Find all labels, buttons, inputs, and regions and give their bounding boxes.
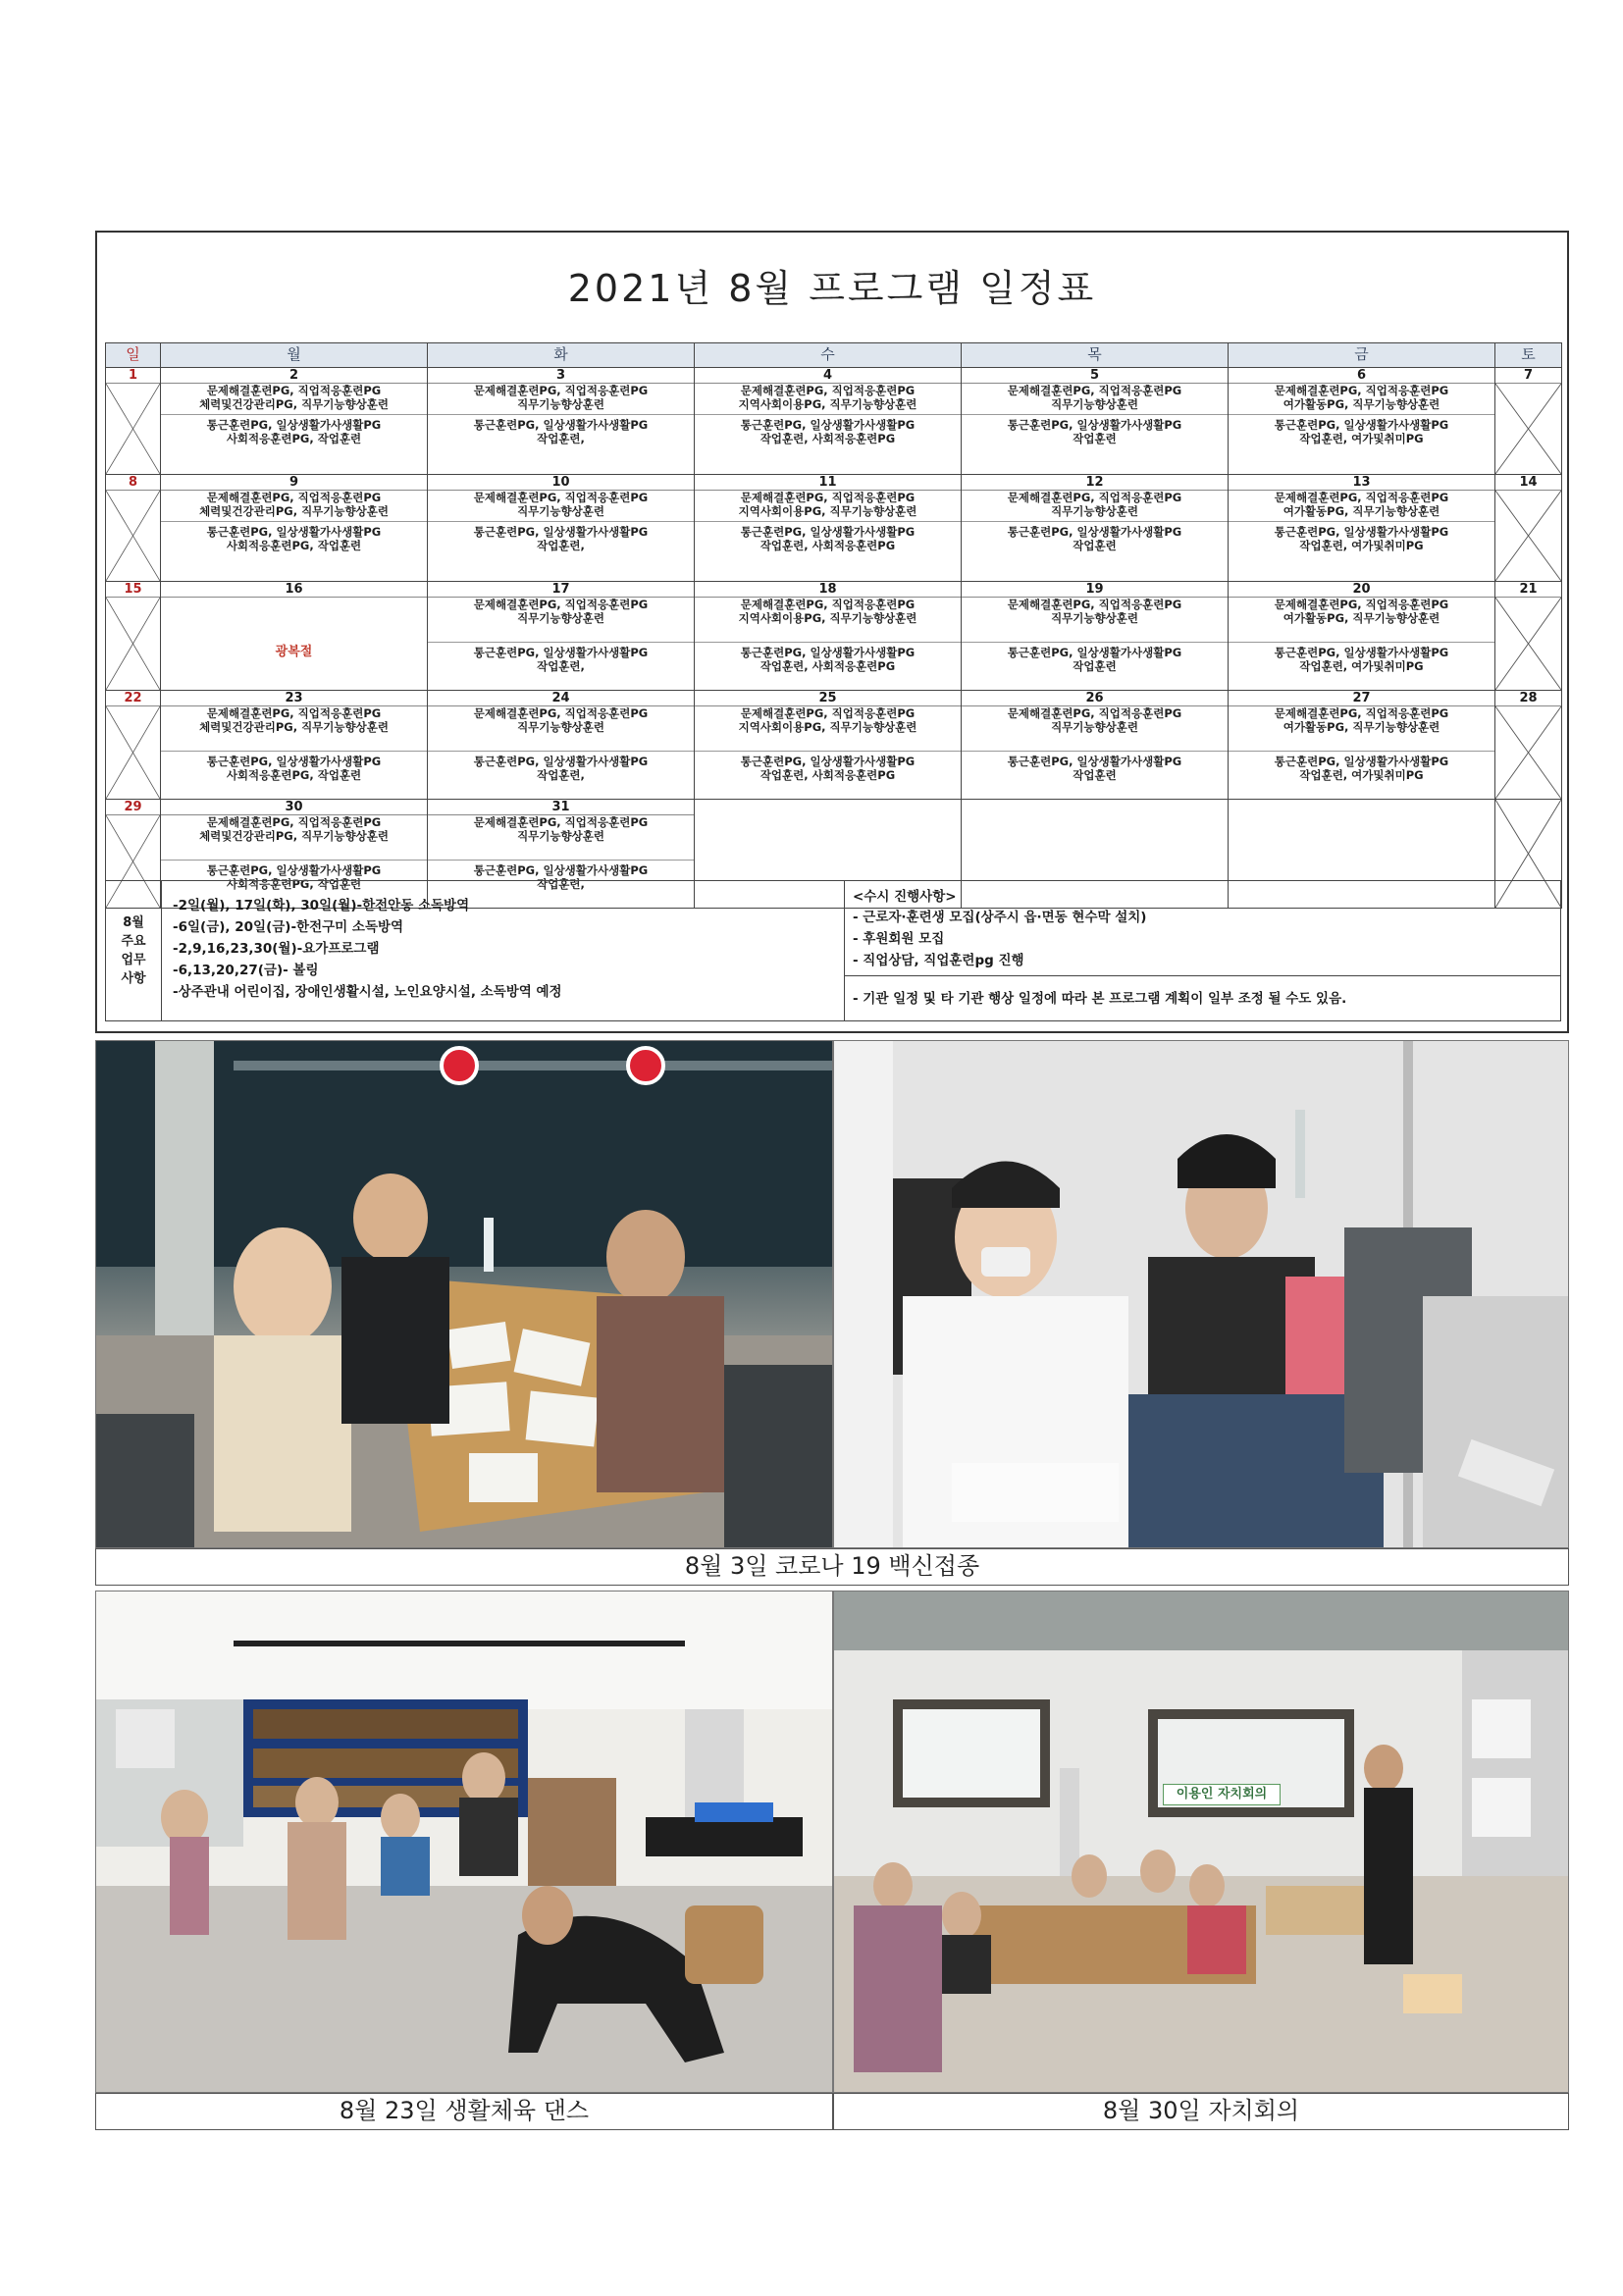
photo-dance [95, 1591, 833, 2093]
program-line: 문제해결훈련PG, 직업적응훈련PG [1274, 384, 1449, 397]
day-cell [161, 368, 428, 475]
day-cell [161, 691, 428, 800]
program-line: 작업훈련, [537, 539, 585, 552]
program-line: 여가활동PG, 직무기능향상훈련 [1283, 504, 1440, 518]
day-number: 3 [428, 368, 694, 384]
scene-illustration [834, 1041, 1569, 1548]
weekday-tue: 화 [428, 343, 695, 368]
notes-right-title: <수시 진행사항> [853, 889, 957, 905]
day-cell [695, 475, 962, 582]
notes-left [173, 895, 850, 1003]
day-cell [962, 368, 1229, 475]
notes-label-line: 8월 [123, 915, 144, 930]
day-cell [962, 582, 1229, 691]
day-cell-sun [106, 368, 161, 475]
day-number: 24 [428, 691, 694, 706]
day-number: 14 [1495, 475, 1561, 491]
cross-mark [106, 491, 160, 581]
program-line: 직무기능향상훈련 [517, 829, 604, 843]
program-line: 통근훈련PG, 일상생활가사생활PG [962, 751, 1228, 768]
program-line: 통근훈련PG, 일상생활가사생활PG [428, 521, 694, 539]
program-line: 통근훈련PG, 일상생활가사생활PG [428, 414, 694, 432]
day-cell-sun [106, 475, 161, 582]
day-number: 31 [428, 800, 694, 815]
program-line: 문제해결훈련PG, 직업적응훈련PG [206, 815, 382, 829]
program-line: 통근훈련PG, 일상생활가사생활PG [962, 642, 1228, 659]
program-line: 직무기능향상훈련 [517, 397, 604, 411]
program-line: 작업훈련, 여가및취미PG [1299, 539, 1424, 552]
program-line: 사회적응훈련PG, 작업훈련 [226, 539, 362, 552]
program-line: 통근훈련PG, 일상생활가사생활PG [1229, 521, 1494, 539]
program-line: 통근훈련PG, 일상생활가사생활PG [695, 414, 961, 432]
day-cell-sat [1495, 368, 1562, 475]
day-number: 28 [1495, 691, 1561, 706]
day-cell [1229, 475, 1495, 582]
day-number: 25 [695, 691, 961, 706]
day-cell-sat [1495, 691, 1562, 800]
program-line: 작업훈련 [1073, 432, 1117, 445]
day-number: 10 [428, 475, 694, 491]
program-line: 직무기능향상훈련 [517, 720, 604, 734]
week-row [106, 691, 1562, 800]
day-number: 13 [1229, 475, 1494, 491]
day-number: 18 [695, 582, 961, 598]
day-number: 12 [962, 475, 1228, 491]
program-line: 작업훈련, 여가및취미PG [1299, 768, 1424, 782]
program-line: 통근훈련PG, 일상생활가사생활PG [1229, 642, 1494, 659]
calendar-table [105, 342, 1562, 909]
weekday-sun: 일 [106, 343, 161, 368]
notes-label-line: 주요 [121, 934, 146, 949]
day-number: 19 [962, 582, 1228, 598]
day-cell [695, 582, 962, 691]
day-cell [428, 368, 695, 475]
day-cell-sat [1495, 582, 1562, 691]
photo-meeting [833, 1591, 1569, 2093]
program-line: 작업훈련, [537, 659, 585, 673]
photo-grid [95, 1040, 1569, 2132]
note-item: - 직업상담, 직업훈련pg 진행 [853, 953, 1024, 968]
program-line: 통근훈련PG, 일상생활가사생활PG [962, 521, 1228, 539]
program-line: 사회적응훈련PG, 작업훈련 [226, 432, 362, 445]
day-number: 4 [695, 368, 961, 384]
program-line: 문제해결훈련PG, 직업적응훈련PG [740, 384, 916, 397]
cross-mark [1495, 706, 1561, 799]
note-item: -6,13,20,27(금)- 볼링 [173, 963, 319, 978]
program-line: 문제해결훈련PG, 직업적응훈련PG [1007, 384, 1182, 397]
scene-illustration [834, 1592, 1569, 2093]
day-cell-holiday [161, 582, 428, 691]
program-line: 작업훈련, 사회적응훈련PG [759, 432, 896, 445]
day-number: 26 [962, 691, 1228, 706]
program-line: 지역사회이용PG, 직무기능향상훈련 [738, 720, 917, 734]
day-cell [1229, 368, 1495, 475]
day-number: 2 [161, 368, 427, 384]
weekday-fri: 금 [1229, 343, 1495, 368]
program-line: 체력및건강관리PG, 직무기능향상훈련 [199, 720, 389, 734]
program-line: 문제해결훈련PG, 직업적응훈련PG [1007, 706, 1182, 720]
day-cell [161, 475, 428, 582]
day-cell [962, 475, 1229, 582]
program-line: 문제해결훈련PG, 직업적응훈련PG [1274, 491, 1449, 504]
day-number: 27 [1229, 691, 1494, 706]
day-cell [962, 691, 1229, 800]
program-line: 문제해결훈련PG, 직업적응훈련PG [1274, 706, 1449, 720]
program-line: 지역사회이용PG, 직무기능향상훈련 [738, 397, 917, 411]
program-line: 작업훈련, 여가및취미PG [1299, 659, 1424, 673]
program-line: 통근훈련PG, 일상생활가사생활PG [428, 751, 694, 768]
photo-vaccine-paperwork [95, 1040, 833, 1548]
program-line: 문제해결훈련PG, 직업적응훈련PG [473, 706, 649, 720]
program-line: 통근훈련PG, 일상생활가사생활PG [695, 642, 961, 659]
caption-meeting: 8월 30일 자치회의 [833, 2093, 1569, 2130]
cross-mark [106, 598, 160, 690]
program-line: 체력및건강관리PG, 직무기능향상훈련 [199, 397, 389, 411]
note-item: -2,9,16,23,30(월)-요가프로그램 [173, 941, 380, 957]
program-line: 문제해결훈련PG, 직업적응훈련PG [473, 384, 649, 397]
cross-mark [1495, 491, 1561, 581]
program-line: 여가활동PG, 직무기능향상훈련 [1283, 397, 1440, 411]
schedule-sheet [95, 231, 1569, 1033]
program-line: 문제해결훈련PG, 직업적응훈련PG [740, 491, 916, 504]
photo-vaccination [833, 1040, 1569, 1548]
cross-mark [106, 706, 160, 799]
program-line: 사회적응훈련PG, 작업훈련 [226, 768, 362, 782]
day-number: 6 [1229, 368, 1494, 384]
page-title: 2021년 8월 프로그램 일정표 [567, 267, 1097, 310]
day-number: 21 [1495, 582, 1561, 598]
note-item: -6일(금), 20일(금)-한전구미 소독방역 [173, 919, 404, 935]
day-cell-sun [106, 582, 161, 691]
day-number: 22 [106, 691, 160, 706]
day-number: 23 [161, 691, 427, 706]
program-line: 직무기능향상훈련 [517, 611, 604, 625]
program-line: 문제해결훈련PG, 직업적응훈련PG [1007, 598, 1182, 611]
program-line: 문제해결훈련PG, 직업적응훈련PG [206, 706, 382, 720]
program-line: 문제해결훈련PG, 직업적응훈련PG [473, 815, 649, 829]
program-line: 통근훈련PG, 일상생활가사생활PG [695, 751, 961, 768]
program-line: 작업훈련, [537, 432, 585, 445]
program-line: 문제해결훈련PG, 직업적응훈련PG [740, 706, 916, 720]
program-line: 문제해결훈련PG, 직업적응훈련PG [473, 491, 649, 504]
day-cell [1229, 691, 1495, 800]
program-line: 통근훈련PG, 일상생활가사생활PG [161, 860, 427, 877]
day-cell [428, 475, 695, 582]
day-cell-sun [106, 691, 161, 800]
program-line: 통근훈련PG, 일상생활가사생활PG [428, 860, 694, 877]
program-line: 작업훈련 [1073, 768, 1117, 782]
weekday-thu: 목 [962, 343, 1229, 368]
day-cell-sat [1495, 475, 1562, 582]
program-line: 문제해결훈련PG, 직업적응훈련PG [740, 598, 916, 611]
program-line: 작업훈련, 사회적응훈련PG [759, 768, 896, 782]
note-item: - 후원회원 모집 [853, 931, 945, 947]
cross-mark [106, 384, 160, 474]
day-number: 8 [106, 475, 160, 491]
day-cell [428, 691, 695, 800]
scene-illustration [96, 1041, 833, 1548]
day-cell [695, 368, 962, 475]
weekday-header-row [106, 343, 1562, 368]
week-row [106, 475, 1562, 582]
program-line: 통근훈련PG, 일상생활가사생활PG [428, 642, 694, 659]
program-line: 체력및건강관리PG, 직무기능향상훈련 [199, 829, 389, 843]
day-number: 16 [161, 582, 427, 598]
program-line: 직무기능향상훈련 [1051, 611, 1138, 625]
day-number: 9 [161, 475, 427, 491]
program-line: 여가활동PG, 직무기능향상훈련 [1283, 720, 1440, 734]
day-number: 29 [106, 800, 160, 815]
notes-label-line: 사항 [121, 971, 146, 986]
note-item: - 근로자·훈련생 모집(상주시 읍·면동 현수막 설치) [853, 910, 1147, 925]
day-number: 15 [106, 582, 160, 598]
week-row [106, 368, 1562, 475]
caption-dance: 8월 23일 생활체육 댄스 [95, 2093, 833, 2130]
notes-label-line: 업무 [121, 953, 146, 967]
day-cell [1229, 582, 1495, 691]
program-line: 지역사회이용PG, 직무기능향상훈련 [738, 611, 917, 625]
week-row [106, 582, 1562, 691]
note-item: -상주관내 어린이집, 장애인생활시설, 노인요양시설, 소독방역 예정 [173, 984, 562, 1000]
holiday-label: 광복절 [275, 645, 313, 659]
caption-vaccination: 8월 3일 코로나 19 백신접종 [95, 1548, 1569, 1586]
day-number: 1 [106, 368, 160, 384]
program-line: 체력및건강관리PG, 직무기능향상훈련 [199, 504, 389, 518]
program-line: 직무기능향상훈련 [517, 504, 604, 518]
program-line: 직무기능향상훈련 [1051, 720, 1138, 734]
day-number: 11 [695, 475, 961, 491]
program-line: 통근훈련PG, 일상생활가사생활PG [161, 414, 427, 432]
program-line: 통근훈련PG, 일상생활가사생활PG [161, 751, 427, 768]
program-line: 지역사회이용PG, 직무기능향상훈련 [738, 504, 917, 518]
program-line: 작업훈련 [1073, 659, 1117, 673]
program-line: 통근훈련PG, 일상생활가사생활PG [161, 521, 427, 539]
program-line: 통근훈련PG, 일상생활가사생활PG [1229, 751, 1494, 768]
program-line: 문제해결훈련PG, 직업적응훈련PG [1007, 491, 1182, 504]
notes-section [105, 880, 1561, 1021]
day-cell [695, 691, 962, 800]
program-line: 직무기능향상훈련 [1051, 504, 1138, 518]
program-line: 작업훈련, 사회적응훈련PG [759, 539, 896, 552]
program-line: 작업훈련 [1073, 539, 1117, 552]
day-number: 20 [1229, 582, 1494, 598]
program-line: 통근훈련PG, 일상생활가사생활PG [1229, 414, 1494, 432]
notes-footer: - 기관 일정 및 타 기관 행상 일정에 따라 본 프로그램 계획이 일부 조정 될 수도 있음. [853, 991, 1347, 1007]
program-line: 직무기능향상훈련 [1051, 397, 1138, 411]
weekday-sat: 토 [1495, 343, 1562, 368]
program-line: 작업훈련, 사회적응훈련PG [759, 659, 896, 673]
day-number: 30 [161, 800, 427, 815]
program-line: 문제해결훈련PG, 직업적응훈련PG [206, 491, 382, 504]
program-line: 통근훈련PG, 일상생활가사생활PG [962, 414, 1228, 432]
day-number: 7 [1495, 368, 1561, 384]
program-line: 작업훈련, [537, 768, 585, 782]
program-line: 사회적응훈련PG, 작업훈련 [226, 877, 362, 891]
meeting-banner: 이용인 자치회의 [1163, 1784, 1281, 1805]
weekday-wed: 수 [695, 343, 962, 368]
day-cell [428, 582, 695, 691]
program-line: 작업훈련, [537, 877, 585, 891]
cross-mark [1495, 384, 1561, 474]
note-item: -2일(월), 17일(화), 30일(월)-한전안동 소독방역 [173, 898, 470, 913]
program-line: 작업훈련, 여가및취미PG [1299, 432, 1424, 445]
program-line: 통근훈련PG, 일상생활가사생활PG [695, 521, 961, 539]
weekday-mon: 월 [161, 343, 428, 368]
day-number: 5 [962, 368, 1228, 384]
notes-right [844, 881, 1561, 1020]
day-number: 17 [428, 582, 694, 598]
notes-label [106, 881, 162, 1020]
program-line: 여가활동PG, 직무기능향상훈련 [1283, 611, 1440, 625]
program-line: 문제해결훈련PG, 직업적응훈련PG [473, 598, 649, 611]
program-line: 문제해결훈련PG, 직업적응훈련PG [1274, 598, 1449, 611]
program-line: 문제해결훈련PG, 직업적응훈련PG [206, 384, 382, 397]
scene-illustration [96, 1592, 833, 2093]
cross-mark [1495, 598, 1561, 690]
